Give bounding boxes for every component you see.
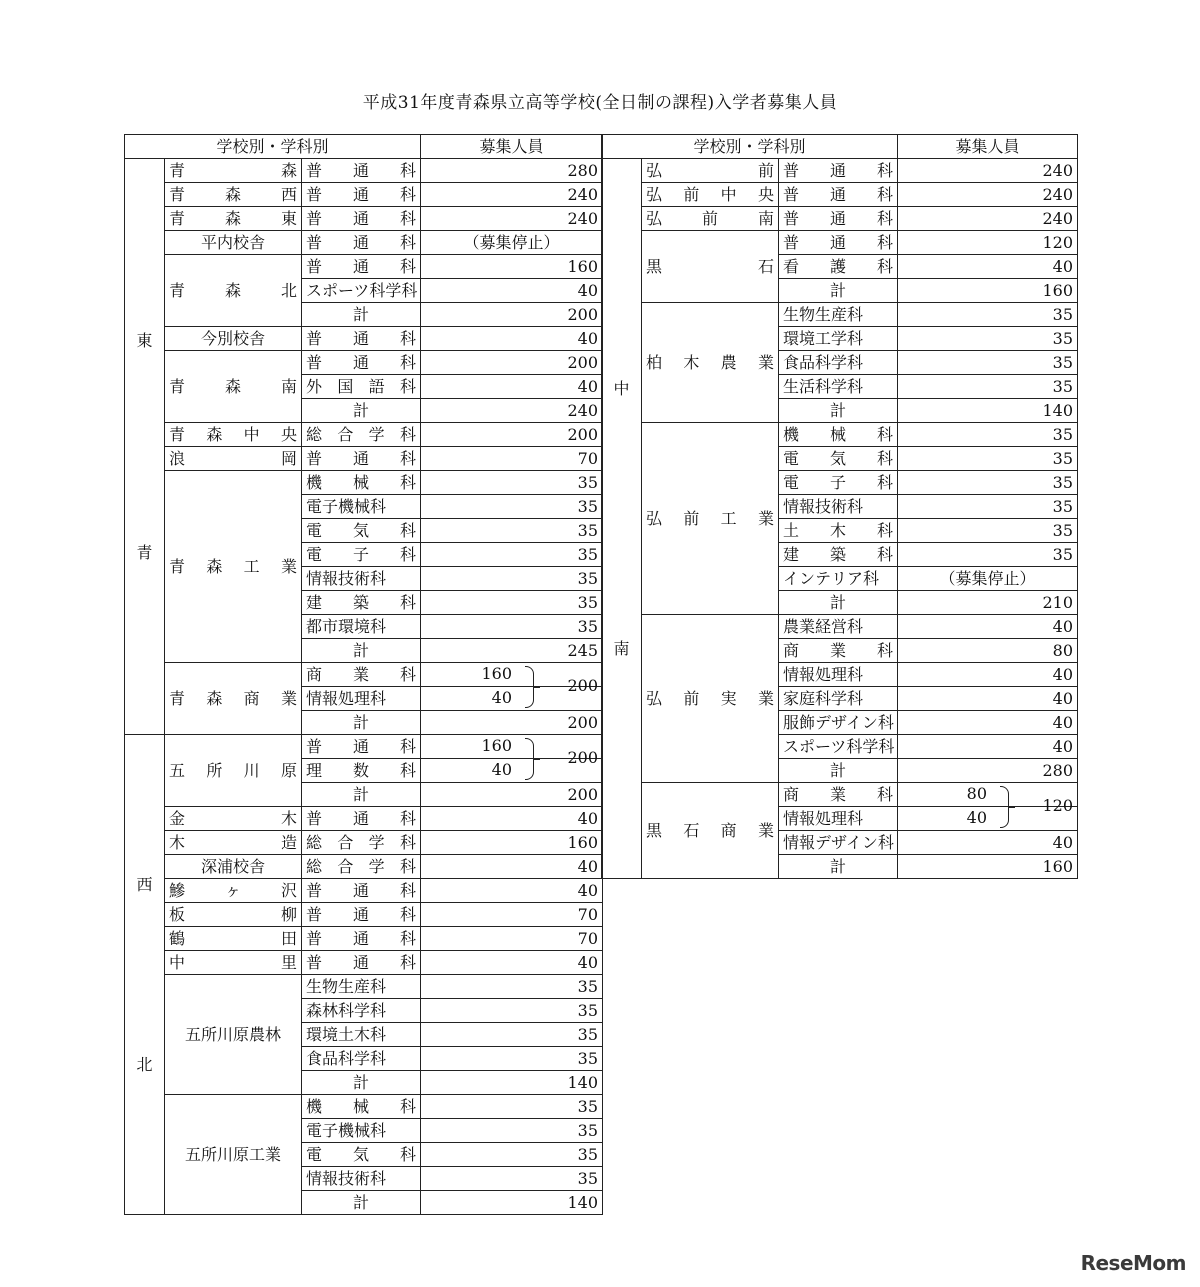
resemom-logo: ReseMom	[1080, 1251, 1186, 1275]
capacity-value: 160	[898, 279, 1078, 303]
department-name: 普 通 科	[302, 903, 421, 927]
department-name: 農業経営科	[779, 615, 898, 639]
department-name: 普 通 科	[302, 927, 421, 951]
table-row	[125, 351, 603, 375]
table-row	[125, 663, 603, 687]
region-cell: 中 南	[602, 159, 642, 879]
capacity-value: 40	[898, 615, 1078, 639]
school-name: 黒 石	[642, 231, 779, 303]
capacity-value: 35	[421, 1143, 603, 1167]
department-name: 電子機械科	[302, 1119, 421, 1143]
capacity-group	[421, 687, 603, 711]
department-name: 情報処理科	[302, 687, 421, 711]
capacity-value: 35	[421, 999, 603, 1023]
region-cell: 東 青	[125, 159, 165, 735]
subtotal-label: 計	[779, 591, 898, 615]
department-name: 普 通 科	[302, 351, 421, 375]
school-name: 青 森 東	[165, 207, 302, 231]
school-name: 黒 石 商 業	[642, 783, 779, 879]
capacity-value: 240	[421, 399, 603, 423]
capacity-value: 200	[421, 351, 603, 375]
table-row	[125, 207, 603, 231]
capacity-value: 35	[421, 1047, 603, 1071]
school-name: 五 所 川 原	[165, 735, 302, 807]
school-name: 弘 前 南	[642, 207, 779, 231]
table-row	[602, 423, 1078, 447]
department-name: スポーツ科学科	[302, 279, 421, 303]
capacity-value: 40	[421, 279, 603, 303]
table-row	[602, 303, 1078, 327]
department-name: 普 通 科	[779, 159, 898, 183]
subtotal-label: 計	[302, 1071, 421, 1095]
table-row	[125, 903, 603, 927]
capacity-value: 35	[898, 303, 1078, 327]
capacity-group	[421, 759, 603, 783]
capacity-value: 40	[898, 831, 1078, 855]
department-name: 普 通 科	[302, 231, 421, 255]
capacity-value: 240	[898, 159, 1078, 183]
table-row	[602, 783, 1078, 807]
school-name: 弘 前 実 業	[642, 615, 779, 783]
capacity-value: 70	[421, 903, 603, 927]
school-name: 弘 前 工 業	[642, 423, 779, 615]
department-name: 食品科学科	[779, 351, 898, 375]
subtotal-label: 計	[302, 1191, 421, 1215]
table-row	[125, 183, 603, 207]
department-name: 総 合 学 科	[302, 855, 421, 879]
department-name: 普 通 科	[302, 951, 421, 975]
department-name: 普 通 科	[302, 255, 421, 279]
table-row	[602, 183, 1078, 207]
capacity-value: 200	[421, 423, 603, 447]
capacity-value: 35	[421, 519, 603, 543]
group-part-value: 160	[481, 736, 513, 755]
header-capacity: 募集人員	[898, 135, 1078, 159]
capacity-value: 240	[421, 207, 603, 231]
capacity-value: 280	[421, 159, 603, 183]
capacity-group	[898, 807, 1078, 831]
capacity-value: 280	[898, 759, 1078, 783]
region-cell: 西 北	[125, 735, 165, 1215]
department-name: 環境工学科	[779, 327, 898, 351]
capacity-value: 35	[421, 615, 603, 639]
subtotal-label: 計	[302, 711, 421, 735]
department-name: 総 合 学 科	[302, 831, 421, 855]
header-school-dept: 学校別・学科別	[602, 135, 898, 159]
subtotal-label: 計	[302, 303, 421, 327]
capacity-value: 35	[421, 471, 603, 495]
capacity-value: 40	[421, 807, 603, 831]
school-name: 中 里	[165, 951, 302, 975]
department-name: 外 国 語 科	[302, 375, 421, 399]
capacity-value: 35	[898, 447, 1078, 471]
capacity-value: 35	[898, 423, 1078, 447]
table-row	[125, 951, 603, 975]
department-name: 服飾デザイン科	[779, 711, 898, 735]
capacity-group	[421, 663, 603, 695]
capacity-value: 200	[421, 711, 603, 735]
group-part-value: 40	[491, 688, 513, 707]
table-row	[125, 927, 603, 951]
left-table	[124, 134, 603, 1215]
department-name: 機 械 科	[302, 471, 421, 495]
table-row	[125, 423, 603, 447]
table-row	[125, 975, 603, 999]
department-name: 生活科学科	[779, 375, 898, 399]
department-name: 生物生産科	[302, 975, 421, 999]
department-name: 普 通 科	[779, 207, 898, 231]
group-total-value: 120	[1042, 796, 1074, 815]
capacity-value: 40	[898, 687, 1078, 711]
capacity-value: 35	[421, 495, 603, 519]
capacity-value: 40	[898, 711, 1078, 735]
school-name: 弘 前 中 央	[642, 183, 779, 207]
table-row	[602, 615, 1078, 639]
school-name: 青 森 西	[165, 183, 302, 207]
department-name: 情報技術科	[302, 1167, 421, 1191]
department-name: 普 通 科	[302, 447, 421, 471]
capacity-value: 240	[898, 183, 1078, 207]
capacity-value: 140	[421, 1191, 603, 1215]
right-table	[601, 134, 1078, 879]
department-name: 電 子 科	[302, 543, 421, 567]
capacity-value: 240	[898, 207, 1078, 231]
department-name: 普 通 科	[302, 879, 421, 903]
capacity-note: （募集停止）	[898, 567, 1078, 591]
subtotal-label: 計	[779, 759, 898, 783]
school-name: 柏 木 農 業	[642, 303, 779, 423]
department-name: 普 通 科	[779, 231, 898, 255]
school-name: 今別校舎	[165, 327, 302, 351]
school-name: 板 柳	[165, 903, 302, 927]
capacity-value: 35	[421, 1095, 603, 1119]
capacity-value: 35	[421, 1167, 603, 1191]
department-name: 普 通 科	[302, 207, 421, 231]
table-row	[602, 159, 1078, 183]
school-name: 鰺 ヶ 沢	[165, 879, 302, 903]
department-name: 機 械 科	[779, 423, 898, 447]
capacity-value: 120	[898, 231, 1078, 255]
department-name: 普 通 科	[302, 735, 421, 759]
department-name: 理 数 科	[302, 759, 421, 783]
school-name: 弘 前	[642, 159, 779, 183]
department-name: 電 気 科	[302, 519, 421, 543]
capacity-value: 160	[421, 255, 603, 279]
group-part-value: 160	[481, 664, 513, 683]
header-capacity: 募集人員	[421, 135, 603, 159]
department-name: 電 気 科	[779, 447, 898, 471]
school-name: 青 森 商 業	[165, 663, 302, 735]
table-row	[125, 255, 603, 279]
school-name: 五所川原工業	[165, 1095, 302, 1215]
table-row	[125, 327, 603, 351]
table-row	[125, 831, 603, 855]
subtotal-label: 計	[779, 855, 898, 879]
school-name: 平内校舎	[165, 231, 302, 255]
group-part-value: 80	[966, 784, 988, 803]
capacity-value: 35	[898, 327, 1078, 351]
table-row	[125, 231, 603, 255]
department-name: 電 子 科	[779, 471, 898, 495]
school-name: 青 森 北	[165, 255, 302, 327]
department-name: 森林科学科	[302, 999, 421, 1023]
department-name: 建 築 科	[302, 591, 421, 615]
capacity-value: 35	[421, 591, 603, 615]
capacity-value: 40	[421, 951, 603, 975]
table-row	[125, 735, 603, 759]
school-name: 青 森 中 央	[165, 423, 302, 447]
table-row	[125, 159, 603, 183]
capacity-value: 35	[898, 351, 1078, 375]
group-part-value: 40	[966, 808, 988, 827]
capacity-value: 80	[898, 639, 1078, 663]
subtotal-label: 計	[302, 639, 421, 663]
subtotal-label: 計	[779, 279, 898, 303]
capacity-value: 40	[421, 375, 603, 399]
department-name: 機 械 科	[302, 1095, 421, 1119]
school-name: 青 森 工 業	[165, 471, 302, 663]
department-name: 都市環境科	[302, 615, 421, 639]
capacity-value: 140	[421, 1071, 603, 1095]
group-total-value: 200	[567, 748, 599, 767]
department-name: 普 通 科	[302, 159, 421, 183]
capacity-value: 35	[421, 567, 603, 591]
department-name: 商 業 科	[779, 639, 898, 663]
department-name: スポーツ科学科	[779, 735, 898, 759]
department-name: 総 合 学 科	[302, 423, 421, 447]
department-name: 食品科学科	[302, 1047, 421, 1071]
capacity-value: 35	[421, 1119, 603, 1143]
department-name: 環境土木科	[302, 1023, 421, 1047]
school-name: 木 造	[165, 831, 302, 855]
school-name: 浪 岡	[165, 447, 302, 471]
department-name: 家庭科学科	[779, 687, 898, 711]
department-name: 電 気 科	[302, 1143, 421, 1167]
department-name: 電子機械科	[302, 495, 421, 519]
capacity-value: 35	[898, 543, 1078, 567]
department-name: 普 通 科	[302, 807, 421, 831]
capacity-value: 40	[421, 855, 603, 879]
capacity-group	[898, 783, 1078, 815]
department-name: 生物生産科	[779, 303, 898, 327]
capacity-value: 40	[898, 735, 1078, 759]
table-row	[125, 447, 603, 471]
capacity-group	[421, 735, 603, 767]
subtotal-label: 計	[302, 783, 421, 807]
table-row	[125, 879, 603, 903]
department-name: 情報技術科	[779, 495, 898, 519]
group-part-value: 40	[491, 760, 513, 779]
capacity-value: 200	[421, 783, 603, 807]
school-name: 青 森 南	[165, 351, 302, 423]
capacity-value: 35	[421, 1023, 603, 1047]
department-name: 普 通 科	[302, 183, 421, 207]
department-name: 情報処理科	[779, 807, 898, 831]
department-name: 商 業 科	[779, 783, 898, 807]
capacity-value: 160	[898, 855, 1078, 879]
capacity-value: 70	[421, 927, 603, 951]
subtotal-label: 計	[779, 399, 898, 423]
capacity-value: 240	[421, 183, 603, 207]
department-name: 商 業 科	[302, 663, 421, 687]
capacity-value: 40	[421, 879, 603, 903]
department-name: 情報処理科	[779, 663, 898, 687]
table-row	[125, 471, 603, 495]
capacity-value: 35	[421, 975, 603, 999]
department-name: 普 通 科	[779, 183, 898, 207]
header-school-dept: 学校別・学科別	[125, 135, 421, 159]
table-row	[125, 855, 603, 879]
capacity-value: 140	[898, 399, 1078, 423]
table-row	[602, 231, 1078, 255]
school-name: 青 森	[165, 159, 302, 183]
capacity-value: 40	[898, 663, 1078, 687]
capacity-value: 35	[898, 471, 1078, 495]
department-name: 建 築 科	[779, 543, 898, 567]
school-name: 深浦校舎	[165, 855, 302, 879]
department-name: 情報技術科	[302, 567, 421, 591]
school-name: 金 木	[165, 807, 302, 831]
page-title: 平成31年度青森県立高等学校(全日制の課程)入学者募集人員	[362, 93, 838, 113]
table-row	[125, 1095, 603, 1119]
capacity-value: 40	[421, 327, 603, 351]
capacity-value: 70	[421, 447, 603, 471]
capacity-value: 160	[421, 831, 603, 855]
table-row	[125, 807, 603, 831]
school-name: 五所川原農林	[165, 975, 302, 1095]
table-row	[602, 207, 1078, 231]
department-name: 普 通 科	[302, 327, 421, 351]
capacity-note: （募集停止）	[421, 231, 603, 255]
department-name: 情報デザイン科	[779, 831, 898, 855]
capacity-value: 245	[421, 639, 603, 663]
capacity-value: 210	[898, 591, 1078, 615]
capacity-value: 35	[421, 543, 603, 567]
department-name: 看 護 科	[779, 255, 898, 279]
capacity-value: 40	[898, 255, 1078, 279]
department-name: インテリア科	[779, 567, 898, 591]
group-total-value: 200	[567, 676, 599, 695]
school-name: 鶴 田	[165, 927, 302, 951]
subtotal-label: 計	[302, 399, 421, 423]
capacity-value: 35	[898, 519, 1078, 543]
capacity-value: 35	[898, 495, 1078, 519]
capacity-value: 200	[421, 303, 603, 327]
capacity-value: 35	[898, 375, 1078, 399]
department-name: 土 木 科	[779, 519, 898, 543]
